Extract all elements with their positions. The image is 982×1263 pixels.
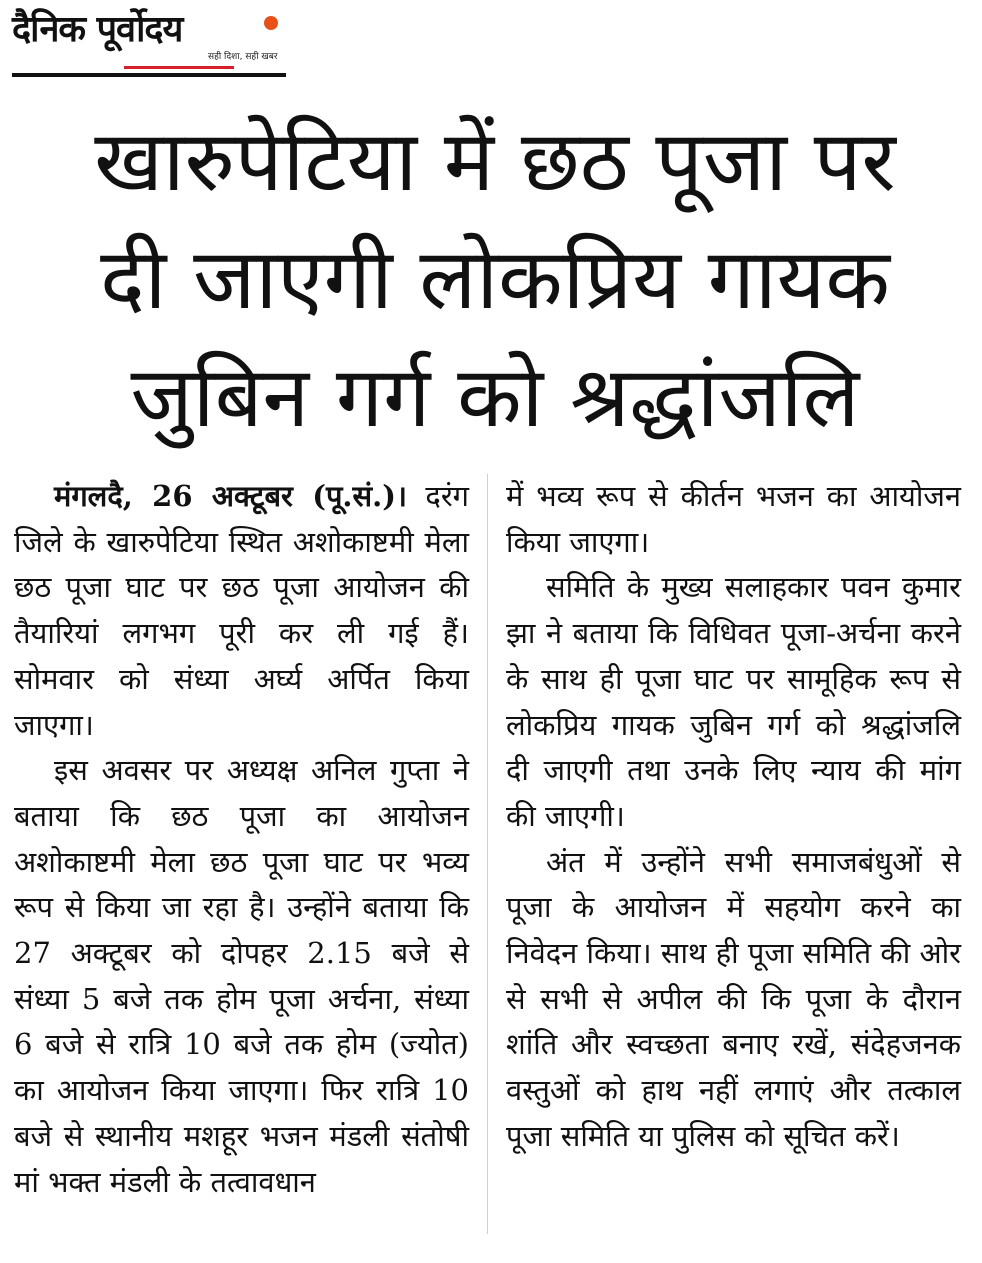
newspaper-logo: दैनिक पूर्वोदय — [12, 9, 183, 50]
headline-line-1: खारुपेटिया में छठ पूजा पर — [94, 112, 896, 210]
article-column-left — [14, 474, 469, 1254]
dateline-paragraph — [14, 474, 469, 748]
article-paragraph-lead: दरंग जिले के खारुपेटिया स्थित अशोकाष्टमी मेला छठ पूजा घाट पर छठ पूजा आयोजन की तैयारियां लगभग पूरी कर ली गई हैं। सोमवार को संध्या अर्घ्य अर्पित किया जाएगा। — [14, 479, 470, 742]
masthead-red-bar — [124, 66, 234, 69]
column-divider — [487, 474, 488, 1234]
masthead-rule — [12, 73, 286, 77]
article-paragraph: अंत में उन्होंने सभी समाजबंधुओं से पूजा के आयोजन में सहयोग करने का निवेदन किया। साथ ही पूजा समिति की ओर से सभी से अपील की कि पूजा के दौरान शांति और स्वच्छता बनाए रखें, संदेहजनक वस्तुओं को हाथ नहीं लगाएं और तत्काल पूजा समिति या पुलिस को सूचित करें। — [506, 844, 961, 1153]
headline-line-2: दी जाएगी लोकप्रिय गायक — [100, 230, 890, 328]
headline-line-3: जुबिन गर्ग को श्रद्धांजलि — [130, 348, 860, 446]
logo-dot-icon — [264, 16, 278, 30]
masthead — [12, 8, 286, 72]
article-paragraph: समिति के मुख्य सलाहकार पवन कुमार झा ने बताया कि विधिवत पूजा-अर्चना करने के साथ ही पूजा घाट पर सामूहिक रूप से लोकप्रिय गायक जुबिन गर्ग को श्रद्धांजलि दी जाएगी तथा उनके लिए न्याय की मांग की जाएगी। — [506, 570, 961, 833]
dateline: मंगलदै, 26 अक्टूबर (पू.सं.)। — [54, 479, 407, 513]
article-paragraph: में भव्य रूप से कीर्तन भजन का आयोजन किया जाएगा। — [506, 479, 961, 559]
article-paragraph: इस अवसर पर अध्यक्ष अनिल गुप्ता ने बताया कि छठ पूजा का आयोजन अशोकाष्टमी मेला छठ पूजा घाट पर भव्य रूप से किया जा रहा है। उन्होंने बताया कि 27 अक्टूबर को दोपहर 2.15 बजे से संध्या 5 बजे तक होम पूजा अर्चना, संध्या 6 बजे से रात्रि 10 बजे तक होम (ज्योत) का आयोजन किया जाएगा। फिर रात्रि 10 बजे से स्थानीय मशहूर भजन मंडली संतोषी मां भक्त मंडली के तत्वावधान — [14, 753, 469, 1199]
newspaper-tagline: सही दिशा, सही खबर — [208, 52, 278, 62]
article-column-right — [506, 474, 961, 1254]
article-headline — [20, 102, 970, 456]
